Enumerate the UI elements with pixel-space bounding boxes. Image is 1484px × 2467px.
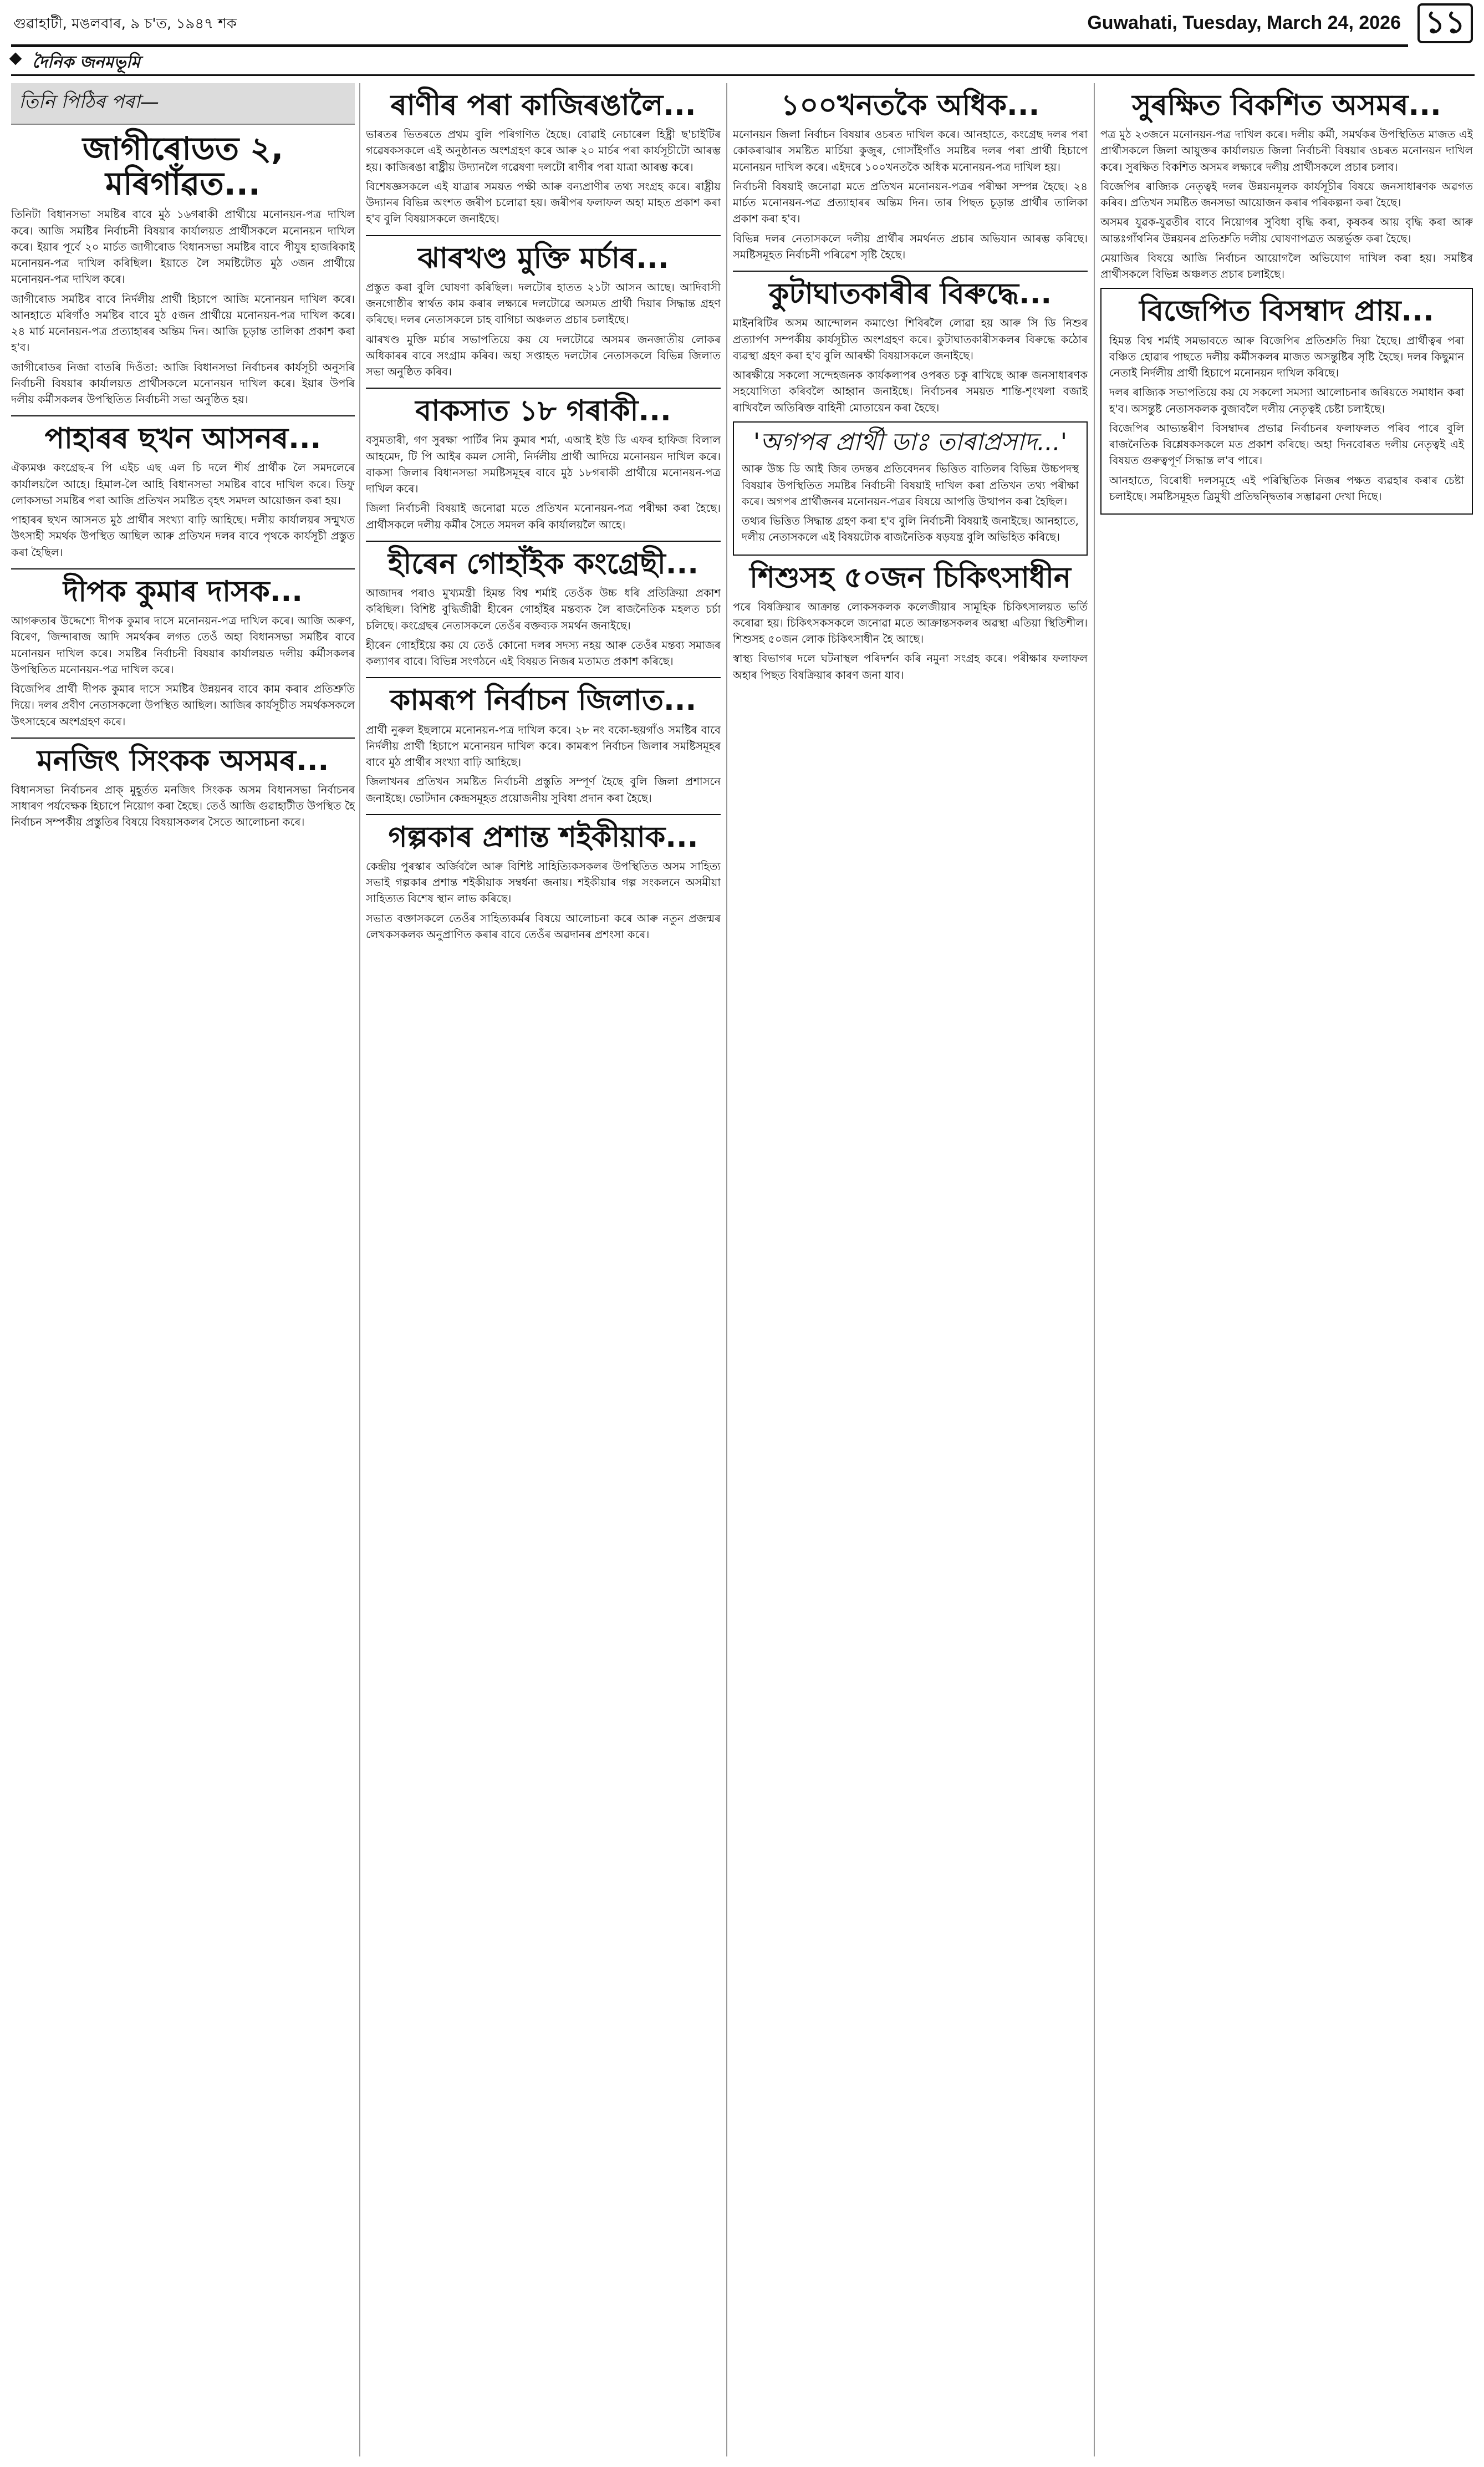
- headline[interactable]: মনজিৎ সিংকক অসমৰ...: [37, 744, 329, 777]
- paragraph: প্ৰস্তুত কৰা বুলি ঘোষণা কৰিছিল। দলটোৰ হাতত ২১টা আসন আছে। আদিবাসী জনগোষ্ঠীৰ স্বাৰ্থত কাম কৰাৰ লক্ষ্যৰে দলটোৱে অসমত প্ৰাৰ্থী দিয়াৰ সিদ্ধান্ত গ্ৰহণ কৰিছে। দলৰ নেতাসকলে চাহ বাগিচা অঞ্চলত প্ৰচাৰ চলাইছে।: [366, 281, 721, 327]
- article-prasanta-saikia: [366, 822, 721, 943]
- article-baksa-candidates: [366, 395, 721, 533]
- masthead-date-english: Guwahati, Tuesday, March 24, 2026: [1087, 12, 1401, 33]
- paragraph: আনহাতে, বিৰোধী দলসমূহে এই পৰিস্থিতিক নিজৰ পক্ষত ব্যৱহাৰ কৰাৰ চেষ্টা চলাইছে। সমষ্টিসমূহত ত্ৰিমুখী প্ৰতিদ্বন্দ্বিতাৰ সম্ভাৱনা দেখা দিছে।: [1109, 474, 1464, 503]
- masthead-rule: [11, 44, 1408, 47]
- article-children-hospitalised: [733, 562, 1088, 683]
- article-hill-seats: [11, 423, 355, 561]
- paragraph: পত্ৰ মুঠ ২৩জনে মনোনয়ন-পত্ৰ দাখিল কৰে। দলীয় কৰ্মী, সমৰ্থকৰ উপস্থিতিত মাজত এই প্ৰাৰ্থীসকলে জিলা আয়ুক্তৰ কাৰ্যালয়ত জিলা নিৰ্বাচনী বিষয়াৰ ওচৰত মনোনয়ন দাখিল কৰে। সুৰক্ষিত বিকশিত অসমৰ লক্ষ্যৰে দলীয় প্ৰাৰ্থীসকলে প্ৰচাৰ চলাব।: [1100, 128, 1473, 174]
- headline[interactable]: সুৰক্ষিত বিকশিত অসমৰ...: [1132, 89, 1441, 122]
- paragraph: দলৰ ৰাজ্যিক সভাপতিয়ে কয় যে সকলো সমস্যা আলোচনাৰ জৰিয়তে সমাধান কৰা হ'ব। অসন্তুষ্ট নেতাসকলক বুজাবলৈ দলীয় নেতৃত্বই চেষ্টা চলাইছে।: [1109, 386, 1464, 415]
- page-masthead: [0, 0, 1484, 83]
- headline[interactable]: কামৰূপ নিৰ্বাচন জিলাত...: [390, 684, 697, 718]
- paragraph: হীৰেন গোহাঁইয়ে কয় যে তেওঁ কোনো দলৰ সদস্য নহয় আৰু তেওঁৰ মন্তব্য সমাজৰ কল্যাণৰ বাবে। বিভিন্ন সংগঠনে এই বিষয়ত নিজৰ মতামত প্ৰকাশ কৰিছে।: [366, 638, 721, 668]
- article-divider: [366, 541, 721, 542]
- article-divider: [11, 415, 355, 416]
- article-divider: [366, 235, 721, 236]
- column-divider: [1094, 83, 1095, 2456]
- headline[interactable]: বিজেপিত বিসম্বাদ প্ৰায়...: [1139, 294, 1434, 328]
- paragraph: জাগীৰোডৰ নিজা বাতৰি দিওঁতা: আজি বিধানসভা নিৰ্বাচনৰ কাৰ্যসূচী অনুসৰি নিৰ্বাচনী বিষয়াৰ কাৰ্যালয়ত প্ৰাৰ্থীসকলে মনোনয়ন দাখিল কৰে। ইয়াৰ উপৰি দলীয় কৰ্মীসকলৰ উপস্থিতিত নিৰ্বাচনী সভা অনুষ্ঠিত হয়।: [11, 360, 355, 406]
- paragraph: বসুমতাৰী, গণ সুৰক্ষা পাৰ্টিৰ নিম কুমাৰ শৰ্মা, এআই ইউ ডি এফৰ হাফিজ বিলাল আহমেদ, টি পি আইৰ কমল সোনী, নিৰ্দলীয় প্ৰাৰ্থী আদিয়ে মনোনয়ন দাখিল কৰে। বাকসা জিলাৰ বিধানসভা সমষ্টিসমূহৰ বাবে মুঠ ১৮গৰাকী প্ৰাৰ্থীয়ে মনোনয়ন-পত্ৰ দাখিল কৰে।: [366, 434, 721, 496]
- article-divider: [366, 814, 721, 815]
- paragraph: পাহাৰৰ ছখন আসনত মুঠ প্ৰাৰ্থীৰ সংখ্যা বাঢ়ি আহিছে। দলীয় কাৰ্যালয়ৰ সন্মুখত উৎসাহী সমৰ্থক উপস্থিত আছিল আৰু প্ৰতিখন দলৰ বাবে পৃথকে কাৰ্যসূচী প্ৰস্তুত কৰা হৈছিল।: [11, 513, 355, 559]
- article-over-100-nominations: [733, 90, 1088, 263]
- headline[interactable]: পাহাৰৰ ছখন আসনৰ...: [44, 422, 322, 456]
- article-rani-kaziranga: [366, 90, 721, 227]
- paragraph: বিজেপিৰ ৰাজ্যিক নেতৃত্বই দলৰ উন্নয়নমূলক কাৰ্যসূচীৰ বিষয়ে জনসাধাৰণক অৱগত কৰিব। প্ৰতিখন সমষ্টিত জনসভা আয়োজন কৰাৰ পৰিকল্পনা কৰা হৈছে।: [1100, 180, 1473, 210]
- article-divider: [733, 271, 1088, 272]
- page-number: ১১: [1417, 3, 1473, 43]
- paragraph: প্ৰাৰ্থী নুৰুল ইছলামে মনোনয়ন-পত্ৰ দাখিল কৰে। ২৮ নং বকো-ছয়গাঁও সমষ্টিৰ বাবে নিৰ্দলীয় প্ৰাৰ্থী হিচাপে মনোনয়ন দাখিল কৰে। কামৰূপ নিৰ্বাচন জিলাৰ সমষ্টিসমূহৰ বাবে মুঠ প্ৰাৰ্থীৰ সংখ্যা বাঢ়ি আহিছে।: [366, 723, 721, 769]
- brand-text: দৈনিক জনমভূমি: [32, 53, 140, 72]
- paragraph: হিমন্ত বিশ্ব শৰ্মাই সমভাবতে আৰু বিজেপিৰ প্ৰতিশ্ৰুতি দিয়া হৈছে। প্ৰাৰ্থীত্বৰ পৰা বঞ্চিত হোৱাৰ পাছতে দলীয় কৰ্মীসকলৰ মাজত অসন্তুষ্টিৰ সৃষ্টি হৈছে। দলৰ কিছুমান নেতাই নিৰ্দলীয় প্ৰাৰ্থী হিচাপে মনোনয়ন দাখিল কৰিছে।: [1109, 334, 1464, 380]
- paragraph: পৰে বিষক্ৰিয়াৰ আক্ৰান্ত লোকসকলক কলেজীয়াৰ সামূহিক চিকিৎসালয়ত ভৰ্তি কৰোৱা হয়। চিকিৎসকসকলে জনোৱা মতে আক্ৰান্তসকলৰ অৱস্থা এতিয়া স্থিতিশীল। শিশুসহ ৫০জন লোক চিকিৎসাধীন হৈ আছে।: [733, 600, 1088, 646]
- article-jagiroad: [11, 131, 355, 408]
- article-jharkhand-mukti-morcha: [366, 243, 721, 380]
- headline[interactable]: ৰাণীৰ পৰা কাজিৰঙালৈ...: [390, 89, 696, 122]
- column-divider: [359, 83, 360, 2456]
- article-kamrup-election-district: [366, 685, 721, 806]
- paragraph: তিনিটা বিধানসভা সমষ্টিৰ বাবে মুঠ ১৬গৰাকী প্ৰাৰ্থীয়ে মনোনয়ন-পত্ৰ দাখিল কৰে। আজি সমষ্টিৰ নিৰ্বাচনী বিষয়াৰ কাৰ্যালয়ত প্ৰাৰ্থীসকলে মনোনয়ন দাখিল কৰে। ইয়াৰ পূৰ্বে ২০ মাৰ্চত জাগীৰোড বিধানসভা সমষ্টিৰ বাবে পীযুষ হাজৰিকাই মনোনয়ন-পত্ৰ দাখিল কৰিছিল। ইয়াতে লৈ সমষ্টিটোত মুঠ ৩জন প্ৰাৰ্থীয়ে মনোনয়ন-পত্ৰ দাখিল কৰে।: [11, 208, 355, 286]
- headline[interactable]: কুটাঘাতকাৰীৰ বিৰুদ্ধে...: [768, 277, 1052, 311]
- paragraph: জাগীৰোড সমষ্টিৰ বাবে নিৰ্দলীয় প্ৰাৰ্থী হিচাপে আজি মনোনয়ন দাখিল কৰে। আনহাতে মৰিগাঁও সমষ্টিৰ বাবে মুঠ ৫জন প্ৰাৰ্থীয়ে মনোনয়ন-পত্ৰ দাখিল কৰে। ২৪ মাৰ্চ মনোনয়ন-পত্ৰ প্ৰত্যাহাৰৰ অন্তিম দিন। আজি চূড়ান্ত তালিকা প্ৰকাশ কৰা হ'ব।: [11, 292, 355, 354]
- boxed-article-agp-candidate: [733, 421, 1088, 556]
- article-hiren-gohain: [366, 548, 721, 669]
- headline[interactable]: জাগীৰোডত ২, মৰিগাঁৱত...: [82, 130, 284, 202]
- column-divider: [726, 83, 727, 2456]
- column-4: [1100, 83, 1473, 2456]
- paragraph: ভাৰতৰ ভিতৰতে প্ৰথম বুলি পৰিগণিত হৈছে। বোৱাই নেচাৰেল হিষ্ট্ৰী ছ'চাইটিৰ গৱেষকসকলে এই অনুষ্ঠানত অংশগ্ৰহণ কৰে আৰু ২০ মাৰ্চৰ পৰা কাৰ্যসূচীটো আৰম্ভ হয়। কাজিৰঙা ৰাষ্ট্ৰীয় উদ্যানলৈ গৱেষণা দলটো ৰাণীৰ পৰা যাত্ৰা আৰম্ভ কৰে।: [366, 128, 721, 174]
- paragraph: অসমৰ যুৱক-যুৱতীৰ বাবে নিয়োগৰ সুবিধা বৃদ্ধি কৰা, কৃষকৰ আয় বৃদ্ধি কৰা আৰু আন্তঃগাঁথনিৰ উন্নয়নৰ প্ৰতিশ্ৰুতি দলীয় ঘোষণাপত্ৰত অন্তৰ্ভুক্ত কৰা হৈছে।: [1100, 216, 1473, 245]
- headline[interactable]: বাকসাত ১৮ গৰাকী...: [415, 394, 671, 428]
- paragraph: তথ্যৰ ভিত্তিত সিদ্ধান্ত গ্ৰহণ কৰা হ'ব বুলি নিৰ্বাচনী বিষয়াই জনাইছে। আনহাতে, দলীয় নেতাসকলে এই বিষয়টোক ৰাজনৈতিক ষড়যন্ত্ৰ বুলি অভিহিত কৰিছে।: [742, 515, 1079, 544]
- paragraph: ঝাৰখণ্ড মুক্তি মৰ্চাৰ সভাপতিয়ে কয় যে দলটোৱে অসমৰ জনজাতীয় লোকৰ অধিকাৰৰ বাবে সংগ্ৰাম কৰিব। অহা সপ্তাহত দলটোৰ নেতাসকলে বিভিন্ন জিলাত সভা অনুষ্ঠিত কৰিব।: [366, 333, 721, 379]
- paragraph: আজাদৰ পৰাও মুখ্যমন্ত্ৰী হিমন্ত বিশ্ব শৰ্মাই তেওঁক উচ্চ ধৰি প্ৰতিক্ৰিয়া প্ৰকাশ কৰিছিল। বিশিষ্ট বুদ্ধিজীৱী হীৰেন গোহাঁইৰ মন্তব্যক লৈ ৰাজনৈতিক মহলত চৰ্চা চলিছে। কংগ্ৰেছৰ নেতাসকলে তেওঁৰ বক্তব্যক সমৰ্থন জনাইছে।: [366, 587, 721, 632]
- paragraph: জিলাখনৰ প্ৰতিখন সমষ্টিত নিৰ্বাচনী প্ৰস্তুতি সম্পূৰ্ণ হৈছে বুলি জিলা প্ৰশাসনে জনাইছে। ভোটদান কেন্দ্ৰসমূহত প্ৰয়োজনীয় সুবিধা প্ৰদান কৰা হৈছে।: [366, 775, 721, 805]
- article-divider: [11, 568, 355, 569]
- section-tag: তিনি পিঠিৰ পৰা—: [11, 83, 355, 125]
- paragraph: মাইনৰিটিৰ অসম আন্দোলন কমাণ্ডো শিবিৰলৈ লোৱা হয় আৰু সি ডি নিশুৰ প্ৰত্যাৰ্পণ সম্পৰ্কীয় কাৰ্যসূচীত অংশগ্ৰহণ কৰে। কুটাঘাতকাৰীসকলৰ বিৰুদ্ধে কঠোৰ ব্যৱস্থা গ্ৰহণ কৰা হ'ব বুলি আৰক্ষী বিষয়াসকলে জনাইছে।: [733, 317, 1088, 362]
- article-manjit-singh: [11, 745, 355, 831]
- paragraph: মনোনয়ন জিলা নিৰ্বাচন বিষয়াৰ ওচৰত দাখিল কৰে। আনহাতে, কংগ্ৰেছ দলৰ পৰা কোকৰাঝাৰ সমষ্টিত মাৰ্চিয়া কুজুৰ, গোসাঁইগাঁও সমষ্টিৰ দলৰ পৰা প্ৰাৰ্থী হিচাপে মনোনয়ন দাখিল কৰে। এইদৰে ১০০খনতকৈ অধিক মনোনয়ন-পত্ৰ দাখিল হয়।: [733, 128, 1088, 174]
- masthead-date-assamese: গুৱাহাটী, মঙলবাৰ, ৯ চ'ত, ১৯৪৭ শক: [13, 16, 237, 32]
- paragraph: ঐক্যমঞ্চ কংগ্ৰেছ-ৰ পি এইচ এছ এল চি দলে শীৰ্ষ প্ৰাৰ্থীক লৈ সমদলেৰে কাৰ্যালয়লৈ আহে। হিমাল-লৈ আহি বিধানসভা সমষ্টিৰ বাবে দাখিল কৰে। ডিফু লোকসভা সমষ্টিৰ পৰা আজি প্ৰতিখন সমষ্টিত বৃহৎ সমদল আয়োজন কৰা হয়।: [11, 461, 355, 507]
- paragraph: আৰু উচ্চ ডি আই জিৰ তদন্তৰ প্ৰতিবেদনৰ ভিত্তিত বাতিলৰ বিভিন্ন উচ্চপদস্থ বিষয়াৰ উপস্থিতিত সমষ্টিৰ নিৰ্বাচনী বিষয়াই দাখিল কৰা প্ৰতিখন তথ্য পৰীক্ষা কৰে। অগপৰ প্ৰাৰ্থীজনৰ মনোনয়ন-পত্ৰৰ বিষয়ে আপত্তি উত্থাপন কৰা হৈছিল।: [742, 462, 1079, 508]
- article-secure-developed-assam: [1100, 90, 1473, 282]
- paragraph: কেন্দ্ৰীয় পুৰস্কাৰ অৰ্জিবলৈ আৰু বিশিষ্ট সাহিত্যিকসকলৰ উপস্থিতিত অসম সাহিত্য সভাই গল্পকাৰ প্ৰশান্ত শইকীয়াক সম্বৰ্ধনা জনায়। শইকীয়াৰ গল্প সংকলনে অসমীয়া সাহিত্যত বিশেষ স্থান লাভ কৰিছে।: [366, 859, 721, 906]
- paragraph: জিলা নিৰ্বাচনী বিষয়াই জনোৱা মতে প্ৰতিখন মনোনয়ন-পত্ৰ পৰীক্ষা কৰা হৈছে। প্ৰাৰ্থীসকলে দলীয় কৰ্মীৰ সৈতে সমদল কৰি কাৰ্যালয়লৈ আহে।: [366, 502, 721, 531]
- column-1: [11, 83, 355, 2456]
- paragraph: বিধানসভা নিৰ্বাচনৰ প্ৰাক্ মুহূৰ্তত মনজিৎ সিংকক অসম বিধানসভা নিৰ্বাচনৰ সাধাৰণ পৰ্যবেক্ষক হিচাপে নিয়োগ কৰা হৈছে। তেওঁ আজি গুৱাহাটীত উপস্থিত হৈ নিৰ্বাচন সম্পৰ্কীয় প্ৰস্তুতিৰ বিষয়ে বিষয়াসকলৰ সৈতে আলোচনা কৰে।: [11, 783, 355, 829]
- headline[interactable]: গল্পকাৰ প্ৰশান্ত শইকীয়াক...: [388, 820, 698, 854]
- headline[interactable]: দীপক কুমাৰ দাসক...: [63, 574, 303, 608]
- headline[interactable]: শিশুসহ ৫০জন চিকিৎসাধীন: [749, 561, 1071, 594]
- headline[interactable]: 'অগপৰ প্ৰাৰ্থী ডাঃ তাৰাপ্ৰসাদ...': [753, 428, 1068, 456]
- newspaper-brand: [11, 49, 145, 71]
- article-divider: [366, 677, 721, 678]
- paragraph: স্বাস্থ্য বিভাগৰ দলে ঘটনাস্থল পৰিদৰ্শন কৰি নমুনা সংগ্ৰহ কৰে। পৰীক্ষাৰ ফলাফল অহাৰ পিছত বিষক্ৰিয়াৰ কাৰণ জনা যাব।: [733, 652, 1088, 681]
- headline[interactable]: ঝাৰখণ্ড মুক্তি মৰ্চাৰ...: [417, 241, 669, 275]
- headline[interactable]: ১০০খনতকৈ অধিক...: [781, 89, 1040, 122]
- article-divider: [366, 388, 721, 389]
- paragraph: বিজেপিৰ আভ্যন্তৰীণ বিসম্বাদৰ প্ৰভাৱ নিৰ্বাচনৰ ফলাফলত পৰিব পাৰে বুলি ৰাজনৈতিক বিশ্লেষকসকলে মত প্ৰকাশ কৰিছে। অহা দিনবোৰত দলীয় নেতৃত্বই এই বিষয়ত গুৰুত্বপূৰ্ণ সিদ্ধান্ত ল'ব পাৰে।: [1109, 421, 1464, 467]
- column-3: [733, 83, 1088, 2456]
- paragraph: বিজেপিৰ প্ৰাৰ্থী দীপক কুমাৰ দাসে সমষ্টিৰ উন্নয়নৰ বাবে কাম কৰাৰ প্ৰতিশ্ৰুতি দিয়ে। দলৰ প্ৰবীণ নেতাসকলো উপস্থিত আছিল। আজিৰ কাৰ্যসূচীত সমৰ্থকসকলে উৎসাহেৰে অংশগ্ৰহণ কৰে।: [11, 683, 355, 728]
- paragraph: আগৰুতাৰ উদ্দেশ্যে দীপক কুমাৰ দাসে মনোনয়ন-পত্ৰ দাখিল কৰে। আজি অৰুণ, বিৰেণ, জিন্দাৰাজ আদি সমৰ্থকৰ লগত তেওঁ অহা বিধানসভা সমষ্টিৰ বাবে মনোনয়ন দাখিল কৰে। সমষ্টিৰ নিৰ্বাচনী বিষয়াৰ কাৰ্যালয়ত দলীয় কৰ্মীসকলৰ উপস্থিতিত মনোনয়ন-পত্ৰ দাখিল কৰে।: [11, 614, 355, 676]
- paragraph: সভাত বক্তাসকলে তেওঁৰ সাহিত্যকৰ্মৰ বিষয়ে আলোচনা কৰে আৰু নতুন প্ৰজন্মৰ লেখকসকলক অনুপ্ৰাণিত কৰাৰ বাবে তেওঁৰ অৱদানৰ প্ৰশংসা কৰে।: [366, 912, 721, 941]
- paragraph: বিভিন্ন দলৰ নেতাসকলে দলীয় প্ৰাৰ্থীৰ সমৰ্থনত প্ৰচাৰ অভিযান আৰম্ভ কৰিছে। সমষ্টিসমূহত নিৰ্বাচনী পৰিৱেশ সৃষ্টি হৈছে।: [733, 232, 1088, 261]
- paragraph: নিৰ্বাচনী বিষয়াই জনোৱা মতে প্ৰতিখন মনোনয়ন-পত্ৰৰ পৰীক্ষা সম্পন্ন হৈছে। ২৪ মাৰ্চত মনোনয়ন-পত্ৰ প্ৰত্যাহাৰৰ অন্তিম দিন। তাৰ পিছত চূড়ান্ত প্ৰাৰ্থীৰ তালিকা প্ৰকাশ কৰা হ'ব।: [733, 180, 1088, 226]
- column-2: [366, 83, 721, 2456]
- article-dipak-kumar-das: [11, 576, 355, 730]
- paragraph: আৰক্ষীয়ে সকলো সন্দেহজনক কাৰ্যকলাপৰ ওপৰত চকু ৰাখিছে আৰু জনসাধাৰণক সহযোগিতা কৰিবলৈ আহ্বান জনাইছে। নিৰ্বাচনৰ সময়ত শান্তি-শৃংখলা বজাই ৰাখিবলৈ অতিৰিক্ত বাহিনী মোতায়েন কৰা হৈছে।: [733, 369, 1088, 414]
- headline[interactable]: হীৰেন গোহাঁইক কংগ্ৰেছী...: [388, 547, 698, 581]
- paragraph: বিশেষজ্ঞসকলে এই যাত্ৰাৰ সময়ত পক্ষী আৰু বন্যপ্ৰাণীৰ তথ্য সংগ্ৰহ কৰে। ৰাষ্ট্ৰীয় উদ্যানৰ বিভিন্ন অংশত জৰীপ চলোৱা হয়। জৰীপৰ ফলাফল অহা মাহত প্ৰকাশ কৰা হ'ব বুলি বিষয়াসকলে জনাইছে।: [366, 180, 721, 226]
- article-saboteurs: [733, 278, 1088, 416]
- masthead-rule-bottom: [11, 74, 1475, 76]
- boxed-article-bjp-dissent: [1100, 288, 1473, 515]
- paragraph: মেয়াজিৰ বিষয়ে আজি নিৰ্বাচন আয়োগলৈ অভিযোগ দাখিল কৰা হয়। সমষ্টিৰ প্ৰাৰ্থীসকলে বিভিন্ন অঞ্চলত প্ৰচাৰ চলাইছে।: [1100, 251, 1473, 281]
- article-divider: [11, 737, 355, 739]
